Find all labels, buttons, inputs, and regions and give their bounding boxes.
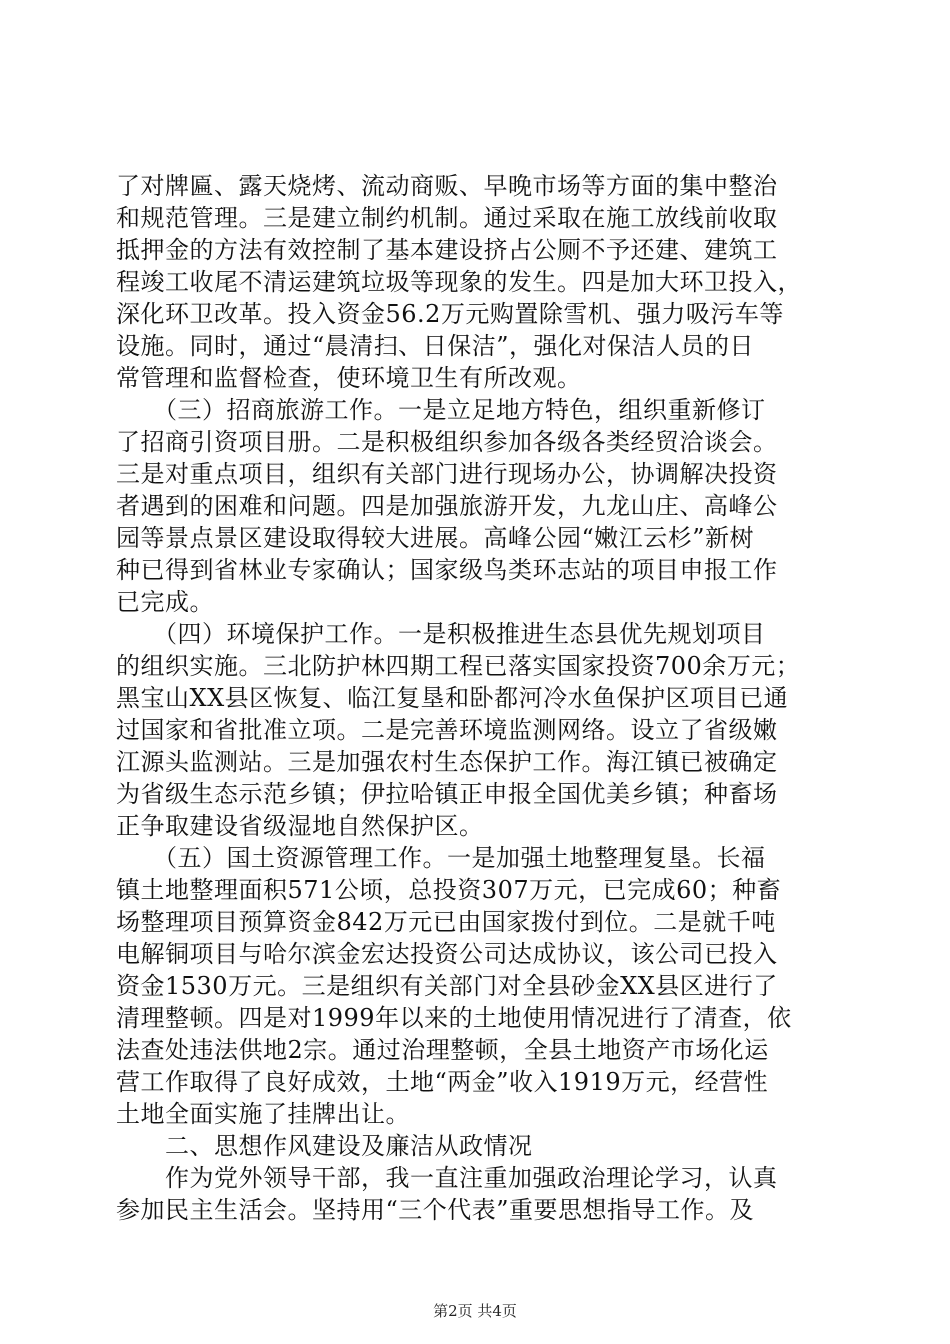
text-line: 参加民主生活会。坚持用“三个代表”重要思想指导工作。及 [116,1196,755,1224]
text-line: 了对牌匾、露天烧烤、流动商贩、早晚市场等方面的集中整治 [116,172,778,200]
text-line: （三）招商旅游工作。一是立足地方特色，组织重新修订 [116,396,766,424]
text-line: 和规范管理。三是建立制约机制。通过采取在施工放线前收取 [116,204,778,232]
text-line: 镇土地整理面积571公顷，总投资307万元，已完成60；种畜 [116,876,782,904]
text-line: 三是对重点项目，组织有关部门进行现场办公，协调解决投资 [116,460,778,488]
text-line: 已完成。 [116,588,214,616]
text-line: 营工作取得了良好成效，土地“两金”收入1919万元，经营性 [116,1068,769,1096]
text-line: 法查处违法供地2宗。通过治理整顿，全县土地资产市场化运 [116,1036,769,1064]
text-line: 电解铜项目与哈尔滨金宏达投资公司达成协议，该公司已投入 [116,940,778,968]
text-line: 深化环卫改革。投入资金56.2万元购置除雪机、强力吸污车等 [116,300,784,328]
section-heading: 二、思想作风建设及廉洁从政情况 [116,1132,533,1160]
text-line: 园等景点景区建设取得较大进展。高峰公园“嫩江云杉”新树 [116,524,755,552]
text-line: 的组织实施。三北防护林四期工程已落实国家投资700余万元； [116,652,801,680]
page-footer: 第2页 共4页 [433,1302,517,1320]
text-line: 种已得到省林业专家确认；国家级鸟类环志站的项目申报工作 [116,556,778,584]
text-line: 程竣工收尾不清运建筑垃圾等现象的发生。四是加大环卫投入， [116,268,802,296]
text-line: （四）环境保护工作。一是积极推进生态县优先规划项目 [116,620,766,648]
text-line: 了招商引资项目册。二是积极组织参加各级各类经贸洽谈会。 [116,428,778,456]
text-line: 为省级生态示范乡镇；伊拉哈镇正申报全国优美乡镇；种畜场 [116,780,778,808]
text-line: 场整理项目预算资金842万元已由国家拨付到位。二是就千吨 [116,908,776,936]
text-line: 江源头监测站。三是加强农村生态保护工作。海江镇已被确定 [116,748,778,776]
text-line: 黑宝山XX县区恢复、临江复垦和卧都河冷水鱼保护区项目已通 [116,684,789,712]
text-line: 抵押金的方法有效控制了基本建设挤占公厕不予还建、建筑工 [116,236,778,264]
text-line: 过国家和省批准立项。二是完善环境监测网络。设立了省级嫩 [116,716,778,744]
text-line: （五）国土资源管理工作。一是加强土地整理复垦。长福 [116,844,766,872]
text-line: 作为党外领导干部，我一直注重加强政治理论学习，认真 [116,1164,778,1192]
text-line: 者遇到的困难和问题。四是加强旅游开发，九龙山庄、高峰公 [116,492,778,520]
text-line: 资金1530万元。三是组织有关部门对全县砂金XX县区进行了 [116,972,778,1000]
text-line: 清理整顿。四是对1999年以来的土地使用情况进行了清查，依 [116,1004,792,1032]
text-line: 正争取建设省级湿地自然保护区。 [116,812,484,840]
text-line: 设施。同时，通过“晨清扫、日保洁”，强化对保洁人员的日 [116,332,755,360]
text-line: 土地全面实施了挂牌出让。 [116,1100,410,1128]
document-body [116,170,836,1226]
text-line: 常管理和监督检查，使环境卫生有所改观。 [116,364,582,392]
